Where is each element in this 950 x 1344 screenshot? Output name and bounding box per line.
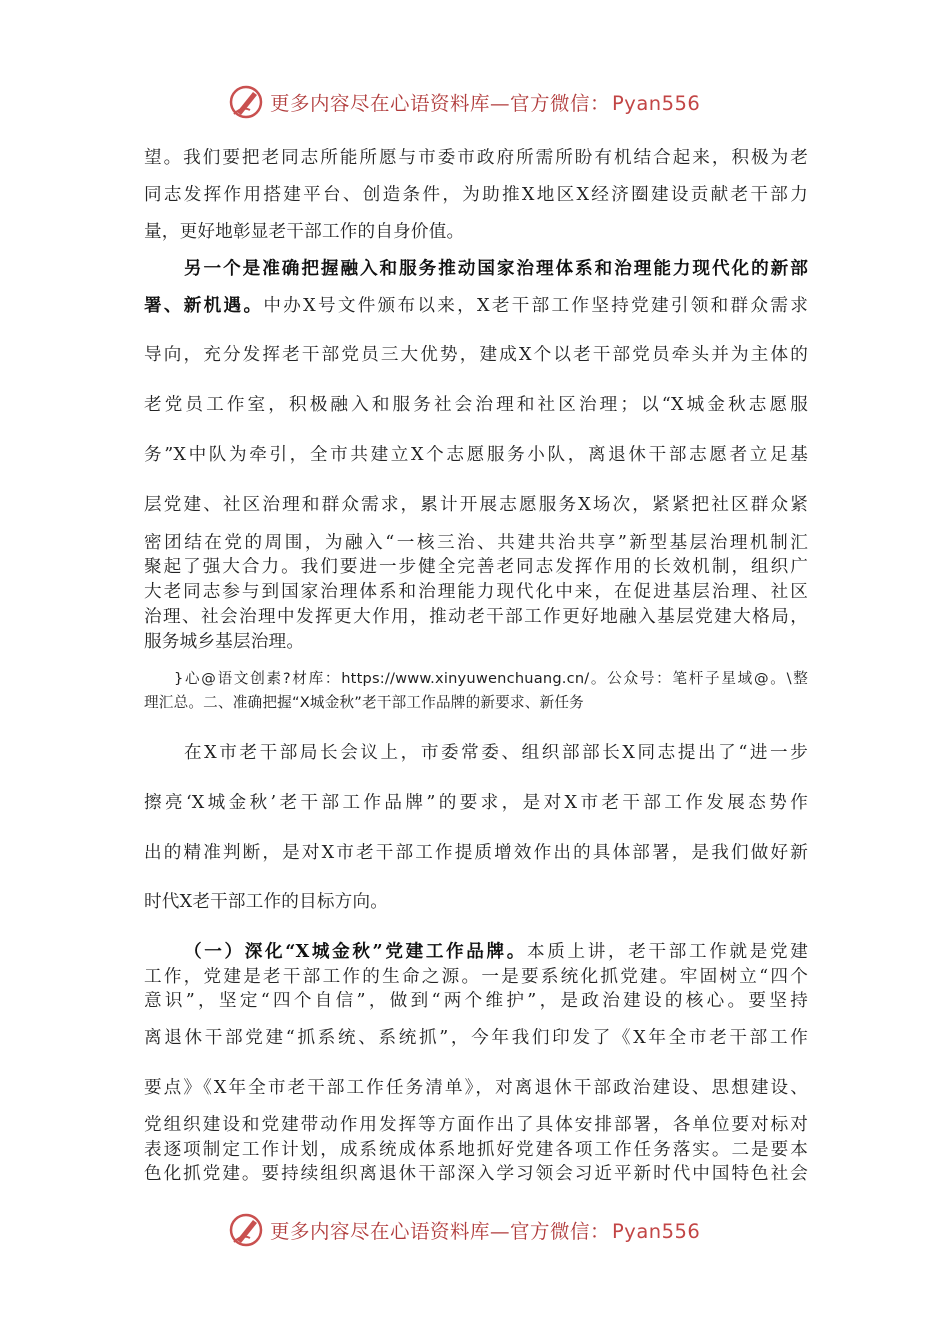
header-banner [228, 82, 728, 122]
text-line: 导向，充分发挥老干部党员三大优势，建成X个以老干部党员牵头并为主体的 [144, 345, 808, 365]
banner-text: 更多内容尽在心语资料库—官方微信： Pyan556 [270, 92, 701, 115]
text-line: 擦亮‘X城金秋’老干部工作品牌”的要求，是对X市老干部工作发展态势作 [144, 793, 808, 813]
text-line: 聚起了强大合力。我们要进一步健全完善老同志发挥作用的长效机制，组织广 [144, 557, 808, 577]
text-line: 层党建、社区治理和群众需求，累计开展志愿服务X场次，紧紧把社区群众紧 [144, 495, 808, 515]
text-line: 表逐项制定工作计划，成系统成体系地抓好党建各项工作任务落实。二是要本 [144, 1140, 808, 1160]
text-line: 意识”，坚定“四个自信”，做到“两个维护”，是政治建设的核心。要坚持 [144, 991, 808, 1011]
text-line: 量，更好地彰显老干部工作的自身价值。 [144, 222, 465, 242]
text-line: 工作，党建是老干部工作的生命之源。一是要系统化抓党建。牢固树立“四个 [144, 967, 808, 987]
text-line: 治理、社会治理中发挥更大作用，推动老干部工作更好地融入基层党建大格局， [144, 607, 808, 627]
text-line: 要点》《X年全市老干部工作任务清单》，对离退休干部政治建设、思想建设、 [144, 1078, 808, 1098]
text-line: 出的精准判断，是对X市老干部工作提质增效作出的具体部署，是我们做好新 [144, 843, 808, 863]
text-line: 望。我们要把老同志所能所愿与市委市政府所需所盼有机结合起来，积极为老 [144, 148, 808, 168]
text-line: 密团结在党的周围，为融入“一核三治、共建共治共享”新型基层治理机制汇 [144, 533, 808, 553]
text-line: 在X市老干部局长会议上，市委常委、组织部部长X同志提出了“进一步 [184, 743, 808, 763]
pen-logo-icon [228, 84, 264, 120]
pen-logo-icon [228, 1212, 264, 1248]
text-line: 离退休干部党建“抓系统、系统抓”，今年我们印发了《X年全市老干部工作 [144, 1028, 808, 1048]
text-line: 党组织建设和党建带动作用发挥等方面作出了具体安排部署，各单位要对标对 [144, 1115, 808, 1135]
section-heading-line: 理汇总。二、准确把握“X城金秋”老干部工作品牌的新要求、新任务 [144, 694, 584, 711]
source-note-line: }心@语文创素?材库：https://www.xinyuwenchuang.cn/。公众号：笔杆子星域@。\整 [174, 670, 808, 687]
footer-banner [228, 1210, 728, 1250]
subsection-heading-line: （一）深化“X城金秋”党建工作品牌。本质上讲，老干部工作就是党建 [184, 941, 808, 962]
text-line: 同志发挥作用搭建平台、创造条件，为助推X地区X经济圈建设贡献老干部力 [144, 185, 808, 205]
text-line: 服务城乡基层治理。 [144, 632, 305, 652]
text-line: 色化抓党建。要持续组织离退休干部深入学习领会习近平新时代中国特色社会 [144, 1164, 808, 1184]
banner-text: 更多内容尽在心语资料库—官方微信： Pyan556 [270, 1220, 701, 1243]
text-line: 时代X老干部工作的目标方向。 [144, 892, 389, 912]
text-line: 老党员工作室，积极融入和服务社会治理和社区治理；以“X城金秋志愿服 [144, 395, 808, 415]
text-line: 大老同志参与到国家治理体系和治理能力现代化中来，在促进基层治理、社区 [144, 582, 808, 602]
text-line: 务”X中队为牵引，全市共建立X个志愿服务小队，离退休干部志愿者立足基 [144, 445, 808, 465]
text-line: 署、新机遇。中办X号文件颁布以来，X老干部工作坚持党建引领和群众需求 [144, 295, 809, 316]
bold-heading-line: 另一个是准确把握融入和服务推动国家治理体系和治理能力现代化的新部 [184, 258, 808, 279]
